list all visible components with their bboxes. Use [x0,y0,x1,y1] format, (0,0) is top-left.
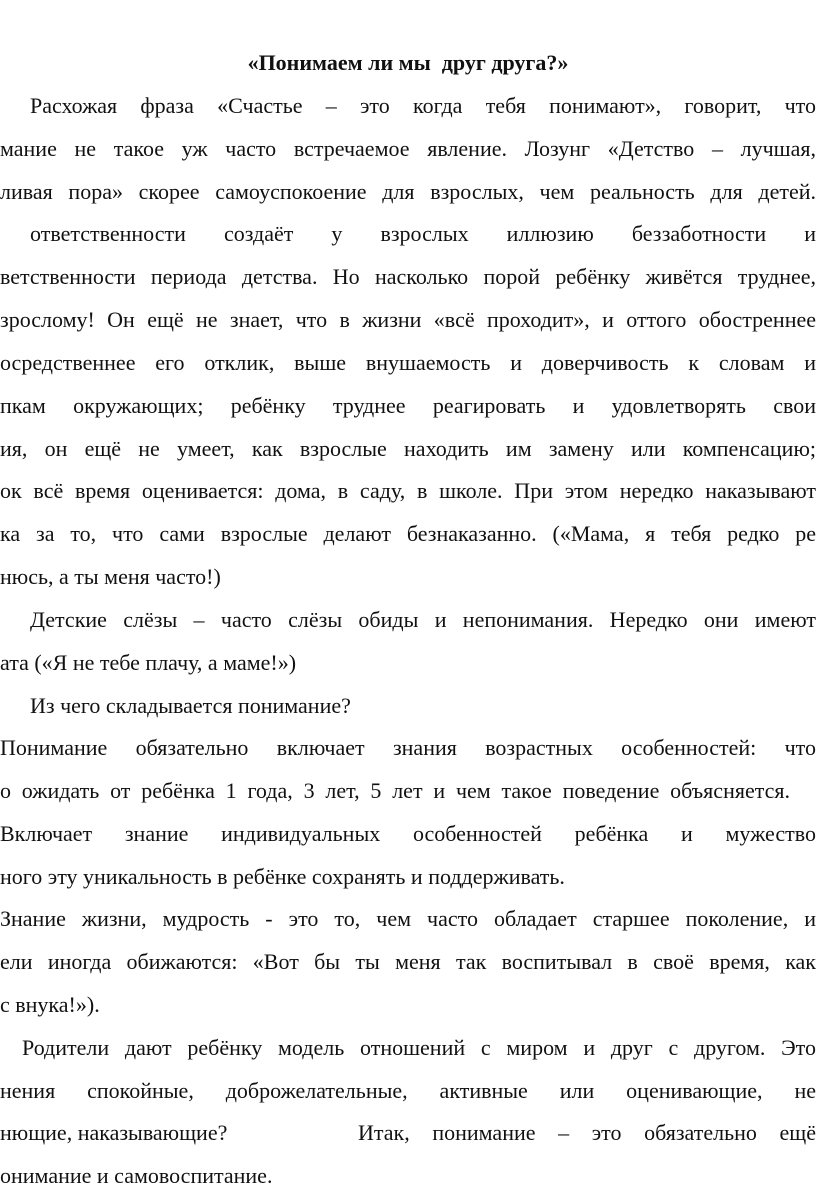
text-line: ответственности создаёт у взрослых иллюзию беззаботности и [30,221,816,246]
text-line: Включает знание индивидуальных особенностей ребёнка и мужество [0,821,816,846]
text-line: Из чего складывается понимание? [30,693,351,718]
text-line: ок всё время оценивается: дома, в саду, в школе. При этом нередко наказывают [0,478,816,503]
text-line: Понимание обязательно включает знания возрастных особенностей: что [0,735,816,760]
text-line: нющие, наказывающие? [0,1120,228,1145]
text-line: Родители дают ребёнку модель отношений с миром и друг с другом. Это [22,1035,816,1060]
text-line: Детские слёзы – часто слёзы обиды и непонимания. Нередко они имеют [30,607,816,632]
text-line: ка за то, что сами взрослые делают безнаказанно. («Мама, я тебя редко ре [0,521,816,546]
text-line: пкам окружающих; ребёнку труднее реагировать и удовлетворять свои [0,393,816,418]
text-line: Итак, понимание – это обязательно ещё [358,1120,816,1145]
text-line: с внука!»). [0,992,100,1017]
text-line: ветственности периода детства. Но насколько порой ребёнку живётся труднее, [0,264,816,289]
text-line: Знание жизни, мудрость - это то, чем часто обладает старшее поколение, и [0,906,816,931]
text-line: о ожидать от ребёнка 1 года, 3 лет, 5 лет и чем такое поведение объясняется. [0,778,790,803]
document-title: «Понимаем ли мы друг друга?» [247,50,569,75]
text-line: онимание и самовоспитание. [0,1163,273,1186]
text-line: ливая пора» скорее самоуспокоение для взрослых, чем реальность для детей. [0,179,816,204]
text-line: ного эту уникальность в ребёнке сохранять и поддерживать. [0,864,565,889]
text-line: мание не такое уж часто встречаемое явление. Лозунг «Детство – лучшая, [0,136,816,161]
text-line: ата («Я не тебе плачу, а маме!») [0,650,297,675]
text-line: осредственнее его отклик, выше внушаемость и доверчивость к словам и [0,350,816,375]
text-line: зрослому! Он ещё не знает, что в жизни «всё проходит», и оттого обостреннее [0,307,816,332]
text-line: нения спокойные, доброжелательные, активные или оценивающие, не [0,1078,816,1103]
text-line: нюсь, а ты меня часто!) [0,564,221,589]
text-line: Расхожая фраза «Счастье – это когда тебя понимают», говорит, что [30,93,816,118]
text-line: ия, он ещё не умеет, как взрослые находить им замену или компенсацию; [0,436,816,461]
text-line: ели иногда обижаются: «Вот бы ты меня так воспитывал в своё время, как [0,949,816,974]
